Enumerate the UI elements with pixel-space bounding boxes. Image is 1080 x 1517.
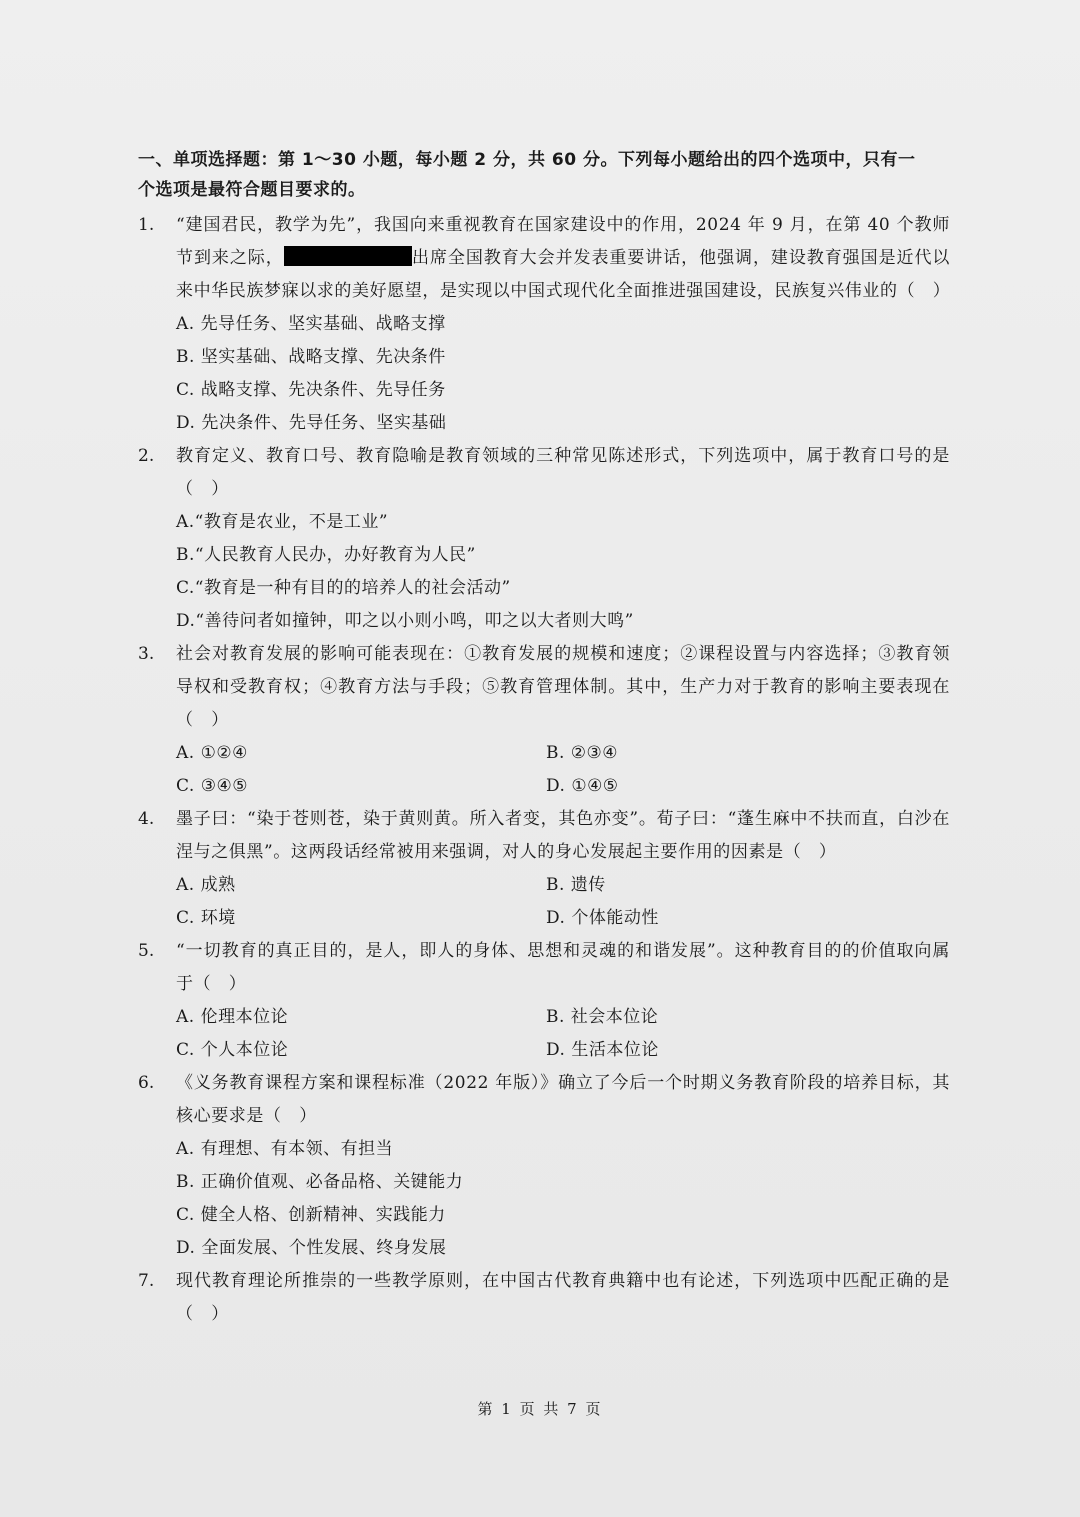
option-row (176, 737, 950, 770)
option-b: B. 正确价值观、必备品格、关键能力 (176, 1172, 464, 1192)
option-row (176, 1001, 950, 1034)
option-d: D.“善待问者如撞钟，叩之以小则小鸣，叩之以大者则大鸣” (176, 611, 634, 631)
option-a: A. 伦理本位论 (176, 1007, 289, 1027)
question-number: 1. (138, 215, 155, 235)
stem-part-a: “建国君民，教学为先”，我国向来重视教育在国家建设中的作用，2024 年 9 月，在第 40 个教师节到来之际， (176, 215, 950, 268)
exam-content (138, 145, 950, 1331)
option-a: A. ①②④ (176, 743, 248, 763)
option-c: C. 个人本位论 (176, 1040, 289, 1060)
option-a: A.“教育是农业，不是工业” (176, 512, 389, 532)
option-row (176, 869, 950, 902)
option-a: A. 先导任务、坚实基础、战略支撑 (176, 314, 446, 334)
question-stem: 墨子曰：“染于苍则苍，染于黄则黄。所入者变，其色亦变”。荀子曰：“蓬生麻中不扶而直，白沙在涅与之俱黑”。这两段话经常被用来强调，对人的身心发展起主要作用的因素是（ ） (176, 809, 950, 862)
option-a: A. 有理想、有本领、有担当 (176, 1139, 394, 1159)
option-c: C. ③④⑤ (176, 776, 248, 796)
question-2 (138, 440, 950, 638)
question-stem (176, 209, 950, 308)
question-3 (138, 638, 950, 803)
option-b: B. 社会本位论 (546, 1007, 659, 1027)
page-footer: 第 1 页 共 7 页 (477, 1400, 603, 1418)
option-a: A. 成熟 (176, 875, 236, 895)
section-header-line1: 一、单项选择题：第 1～30 小题，每小题 2 分，共 60 分。下列每小题给出的四个选项中，只有一 (138, 150, 916, 170)
option-c: C.“教育是一种有目的的培养人的社会活动” (176, 578, 511, 598)
option-d: D. 先决条件、先导任务、坚实基础 (176, 413, 447, 433)
option-d: D. 全面发展、个性发展、终身发展 (176, 1238, 447, 1258)
section-header (138, 145, 950, 205)
question-number: 7. (138, 1271, 155, 1291)
question-number: 4. (138, 809, 155, 829)
option-c: C. 战略支撑、先决条件、先导任务 (176, 380, 446, 400)
option-b: B.“人民教育人民办，办好教育为人民” (176, 545, 476, 565)
question-number: 6. (138, 1073, 155, 1093)
option-b: B. 遗传 (546, 875, 606, 895)
stem-part-b: 出席全国教育大会并发表重要讲话，他强调，建设教育强国是近代以来中华民族梦寐以求的美好愿望，是实现以中国式现代化全面推进强国建设，民族复兴伟业的（ ） (176, 248, 951, 301)
question-number: 2. (138, 446, 155, 466)
option-b: B. 坚实基础、战略支撑、先决条件 (176, 347, 446, 367)
option-b: B. ②③④ (546, 743, 619, 763)
section-header-line2: 个选项是最符合题目要求的。 (138, 180, 366, 200)
question-stem: 《义务教育课程方案和课程标准（2022 年版）》确立了今后一个时期义务教育阶段的培养目标，其核心要求是（ ） (176, 1073, 950, 1126)
question-stem: 现代教育理论所推崇的一些教学原则，在中国古代教育典籍中也有论述，下列选项中匹配正确的是（ ） (176, 1271, 950, 1324)
question-1 (138, 209, 950, 440)
question-number: 5. (138, 941, 155, 961)
question-5 (138, 935, 950, 1067)
question-number: 3. (138, 644, 155, 664)
option-d: D. ①④⑤ (546, 776, 619, 796)
option-c: C. 健全人格、创新精神、实践能力 (176, 1205, 446, 1225)
question-6 (138, 1067, 950, 1265)
option-row (176, 902, 950, 935)
option-c: C. 环境 (176, 908, 236, 928)
question-4 (138, 803, 950, 935)
option-row (176, 770, 950, 803)
option-d: D. 个体能动性 (546, 908, 659, 928)
question-7 (138, 1265, 950, 1331)
option-d: D. 生活本位论 (546, 1040, 659, 1060)
question-stem: 教育定义、教育口号、教育隐喻是教育领域的三种常见陈述形式，下列选项中，属于教育口号的是（ ） (176, 446, 950, 499)
redaction-bar (284, 246, 412, 266)
question-stem: 社会对教育发展的影响可能表现在：①教育发展的规模和速度；②课程设置与内容选择；③教育领导权和受教育权；④教育方法与手段；⑤教育管理体制。其中，生产力对于教育的影响主要表现在（ ） (176, 644, 950, 730)
question-stem: “一切教育的真正目的，是人，即人的身体、思想和灵魂的和谐发展”。这种教育目的的价值取向属于（ ） (176, 941, 950, 994)
option-row (176, 1034, 950, 1067)
